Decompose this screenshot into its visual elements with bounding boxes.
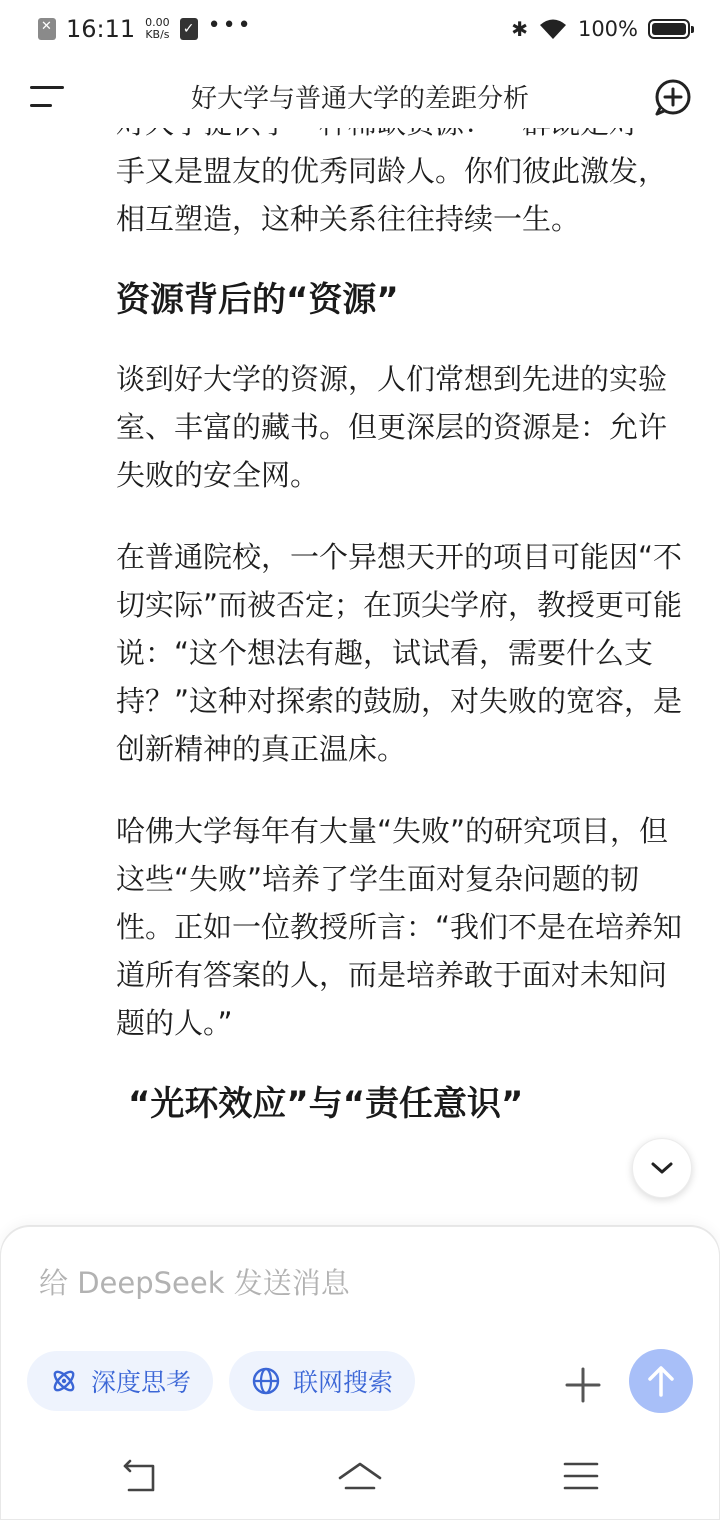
network-speed-unit: KB/s <box>145 28 170 41</box>
section-heading: “光环效应”与“责任意识” <box>128 1084 524 1124</box>
deep-think-label: 深度思考 <box>91 1368 192 1397</box>
bluetooth-icon: ✱ <box>511 17 528 41</box>
back-icon[interactable] <box>115 1452 163 1500</box>
status-time: 16:11 <box>66 15 136 43</box>
wifi-icon <box>538 17 568 41</box>
notification-icon <box>38 18 56 40</box>
section-heading: 资源背后的“资源” <box>116 280 399 320</box>
web-search-label: 联网搜索 <box>293 1368 394 1397</box>
battery-icon <box>648 19 690 39</box>
atom-icon <box>49 1366 79 1396</box>
assistant-message <box>116 115 686 1159</box>
chat-title: 好大学与普通大学的差距分析 <box>190 84 529 114</box>
chevron-down-icon <box>633 1139 691 1197</box>
message-paragraph: 哈佛大学每年有大量“失败”的研究项目，但这些“失败”培养了学生面对复杂问题的韧性。正如一位教授所言：“我们不是在培养知道所有答案的人，而是培养敢于面对未知问题的人。” <box>116 814 683 1040</box>
message-paragraph: 谈到好大学的资源，人们常想到先进的实验室、丰富的藏书。但更深层的资源是：允许失败的安全网。 <box>116 362 668 492</box>
message-paragraph: 手又是盟友的优秀同龄人。你们彼此激发，相互塑造，这种关系往往持续一生。 <box>116 154 668 236</box>
more-notifications-icon: ••• <box>207 12 253 38</box>
chat-header <box>0 64 720 128</box>
arrow-up-icon <box>629 1349 693 1413</box>
battery-percent: 100% <box>577 17 638 41</box>
plus-icon[interactable] <box>563 1365 603 1405</box>
new-chat-icon[interactable] <box>654 78 692 116</box>
network-speed <box>145 17 170 41</box>
globe-icon <box>251 1366 281 1396</box>
home-icon[interactable] <box>336 1452 384 1500</box>
message-input[interactable]: 给 DeepSeek 发送消息 <box>39 1266 350 1300</box>
recents-icon[interactable] <box>557 1452 605 1500</box>
deep-think-toggle[interactable] <box>27 1351 213 1411</box>
network-speed-value: 0.00 <box>145 16 170 29</box>
message-paragraph: 在普通院校，一个异想天开的项目可能因“不切实际”而被否定；在顶尖学府，教授更可能说：“这个想法有趣，试试看，需要什么支持？”这种对探索的鼓励，对失败的宽容，是创新精神的真正温床。 <box>116 540 683 766</box>
scroll-to-bottom-button[interactable] <box>632 1138 692 1198</box>
status-bar <box>0 0 720 58</box>
check-icon: ✓ <box>180 18 198 40</box>
web-search-toggle[interactable] <box>229 1351 415 1411</box>
system-nav-bar <box>0 1440 720 1520</box>
send-button[interactable] <box>629 1349 693 1413</box>
